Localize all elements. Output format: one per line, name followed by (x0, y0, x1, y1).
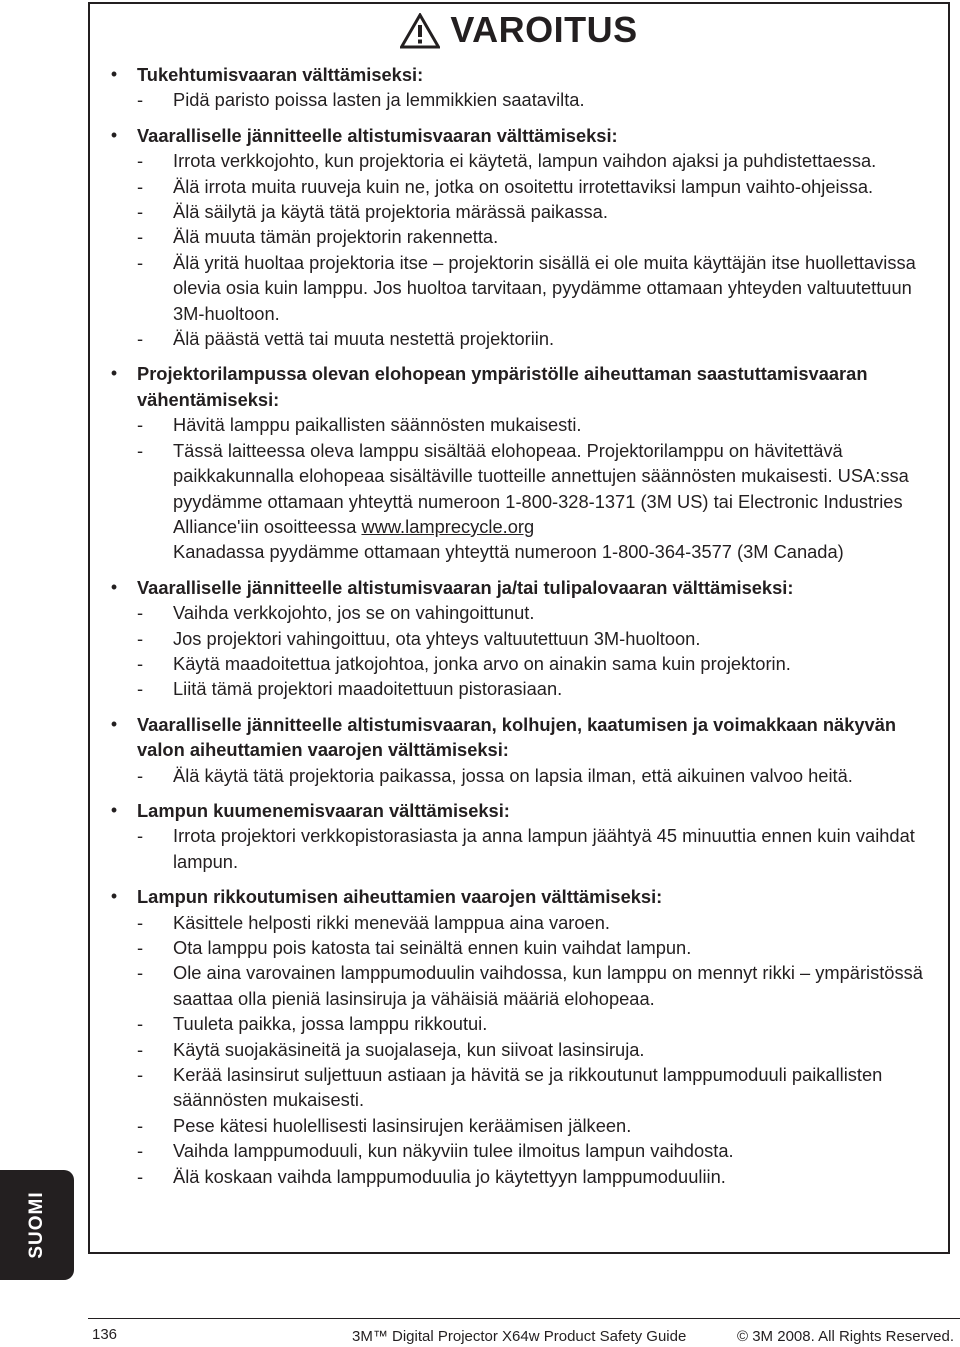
dash-marker: - (137, 175, 144, 197)
dash-marker: - (137, 439, 144, 461)
warning-content (90, 62, 948, 1199)
warning-section (90, 712, 948, 788)
list-item (137, 1062, 948, 1113)
item-text: Älä yritä huoltaa projektoria itse – projektorin sisällä ei ole muita käyttäjän itse huollettavissa olevia osia kuin lamppu. Jos huoltoa tarvitaan, pyydämme ottamaan yhteyden valtuutettuun 3M-huoltoon. (173, 251, 916, 324)
item-text: Vaihda verkkojohto, jos se on vahingoittunut. (173, 602, 535, 624)
dash-marker: - (137, 251, 144, 273)
list-item (137, 1011, 948, 1036)
dash-marker: - (137, 1140, 144, 1162)
warning-section (90, 798, 948, 874)
dash-marker: - (137, 1165, 144, 1187)
dash-marker: - (137, 226, 144, 248)
bullet-icon: • (110, 886, 118, 907)
list-item (137, 412, 948, 437)
item-text: Hävitä lamppu paikallisten säännösten mukaisesti. (173, 414, 582, 436)
list-item (137, 676, 948, 701)
bullet-icon: • (110, 799, 118, 820)
bullet-icon: • (110, 576, 118, 597)
dash-marker: - (137, 414, 144, 436)
item-text: Liitä tämä projektori maadoitettuun pistorasiaan. (173, 678, 563, 700)
item-text: Tuuleta paikka, jossa lamppu rikkoutui. (173, 1013, 488, 1035)
bullet-icon: • (110, 64, 118, 84)
copyright: © 3M 2008. All Rights Reserved. (737, 1328, 954, 1345)
guide-title: 3M™ Digital Projector X64w Product Safety Guide (352, 1328, 687, 1345)
dash-marker: - (137, 764, 144, 786)
list-item (137, 87, 948, 112)
list-item (137, 250, 948, 326)
dash-marker: - (137, 911, 144, 933)
bullet-icon: • (110, 713, 118, 734)
warning-section (90, 575, 948, 702)
item-text: Älä irrota muita ruuveja kuin ne, jotka on osoitettu irrotettaviksi lampun vaihto-ohjeissa. (173, 175, 874, 197)
dash-marker: - (137, 1013, 144, 1035)
dash-marker: - (137, 328, 144, 350)
warning-section (90, 62, 948, 113)
list-item (137, 763, 948, 788)
list-item (137, 823, 948, 874)
item-text: Kerää lasinsirut suljettuun astiaan ja hävitä se ja rikkoutunut lamppumoduuli paikallisten säännösten mukaisesti. (173, 1064, 883, 1111)
list-item (137, 1037, 948, 1062)
item-text: Älä koskaan vaihda lamppumoduulia jo käytettyyn lamppumoduuliin. (173, 1165, 726, 1187)
list-item (137, 148, 948, 173)
warning-section (90, 123, 948, 352)
lamprecycle-link[interactable]: www.lamprecycle.org (361, 515, 535, 537)
list-item (137, 600, 948, 625)
dash-marker: - (137, 150, 144, 172)
section-heading: Vaaralliselle jännitteelle altistumisvaaran välttämiseksi: (137, 124, 618, 146)
dash-marker: - (137, 627, 144, 649)
list-item (137, 960, 948, 1011)
dash-marker: - (137, 201, 144, 223)
item-text: Ole aina varovainen lamppumoduulin vaihdossa, kun lamppu on mennyt rikki – ympäristössä saattaa olla pieniä lasinsiruja ja vähäisiä määriä elohopeaa. (173, 962, 923, 1009)
warning-box (88, 2, 950, 1254)
list-item (137, 935, 948, 960)
list-item (137, 224, 948, 249)
item-text: Ota lamppu pois katosta tai seinältä ennen kuin vaihdat lampun. (173, 937, 692, 958)
section-heading: Vaaralliselle jännitteelle altistumisvaaran ja/tai tulipalovaaran välttämiseksi: (137, 576, 794, 598)
item-text: Älä muuta tämän projektorin rakennetta. (173, 226, 499, 248)
warning-title-text: VAROITUS (450, 9, 638, 50)
list-item (137, 1138, 948, 1163)
dash-marker: - (137, 602, 144, 624)
bullet-icon: • (110, 124, 118, 145)
warning-triangle-icon (400, 13, 440, 49)
item-text: Irrota verkkojohto, kun projektoria ei käytetä, lampun vaihdon ajaksi ja puhdistettaessa. (173, 150, 877, 172)
warning-title (90, 6, 948, 54)
section-heading: Tukehtumisvaaran välttämiseksi: (137, 64, 424, 85)
language-side-tab (0, 1170, 74, 1280)
list-item (137, 651, 948, 676)
dash-marker: - (137, 678, 144, 700)
list-item (137, 199, 948, 224)
page-number: 136 (92, 1326, 118, 1343)
section-heading: Lampun rikkoutumisen aiheuttamien vaarojen välttämiseksi: (137, 886, 663, 908)
list-item (137, 910, 948, 935)
item-text: Jos projektori vahingoittuu, ota yhteys valtuutettuun 3M-huoltoon. (173, 627, 701, 649)
item-text: Älä säilytä ja käytä tätä projektoria märässä paikassa. (173, 201, 608, 223)
item-text: Älä päästä vettä tai muuta nestettä projektoriin. (173, 328, 555, 350)
dash-marker: - (137, 1064, 144, 1086)
item-text: Pese kätesi huolellisesti lasinsirujen keräämisen jälkeen. (173, 1114, 632, 1136)
list-item (137, 1164, 948, 1189)
item-text: Tässä laitteessa oleva lamppu sisältää elohopeaa. Projektorilamppu on hävitettävä paikkakunnalla elohopeaa sisältäville tuotteille annettujen säännösten mukaisesti. USA:ssa pyydämme ottamaan yhteyttä numeroon 1-800-328-1371 (3M US) tai Electronic Industries Alliance'iin osoitteessa (173, 439, 909, 537)
list-item (137, 626, 948, 651)
dash-marker: - (137, 652, 144, 674)
dash-marker: - (137, 825, 144, 847)
item-text-continued: Kanadassa pyydämme ottamaan yhteyttä numeroon 1-800-364-3577 (3M Canada) (173, 541, 844, 563)
item-text: Käytä maadoitettua jatkojohtoa, jonka arvo on ainakin sama kuin projektorin. (173, 652, 791, 674)
item-text: Pidä paristo poissa lasten ja lemmikkien saatavilta. (173, 89, 585, 111)
section-heading: Vaaralliselle jännitteelle altistumisvaaran, kolhujen, kaatumisen ja voimakkaan näkyvän valon aiheuttamien vaarojen välttämiseksi: (137, 713, 897, 761)
dash-marker: - (137, 1038, 144, 1060)
list-item (137, 1113, 948, 1138)
dash-marker: - (137, 1114, 144, 1136)
section-heading: Projektorilampussa olevan elohopean ympäristölle aiheuttaman saastuttamisvaaran vähentämiseksi: (137, 363, 868, 410)
section-heading: Lampun kuumenemisvaaran välttämiseksi: (137, 799, 510, 821)
item-text: Käytä suojakäsineitä ja suojalaseja, kun siivoat lasinsiruja. (173, 1038, 645, 1060)
footer-divider (88, 1318, 960, 1319)
list-item (137, 438, 948, 565)
item-text: Irrota projektori verkkopistorasiasta ja anna lampun jäähtyä 45 minuuttia ennen kuin vaihdat lampun. (173, 825, 915, 872)
dash-marker: - (137, 937, 144, 958)
language-label: SUOMI (26, 1191, 47, 1259)
item-text: Vaihda lamppumoduuli, kun näkyviin tulee ilmoitus lampun vaihdosta. (173, 1140, 734, 1162)
list-item (137, 174, 948, 199)
dash-marker: - (137, 89, 144, 111)
list-item (137, 326, 948, 351)
item-text: Käsittele helposti rikki menevää lamppua aina varoen. (173, 911, 610, 933)
dash-marker: - (137, 962, 144, 984)
warning-section (90, 884, 948, 1189)
item-text: Älä käytä tätä projektoria paikassa, jossa on lapsia ilman, että aikuinen valvoo heitä. (173, 764, 853, 786)
warning-section (90, 361, 948, 564)
bullet-icon: • (110, 363, 118, 384)
